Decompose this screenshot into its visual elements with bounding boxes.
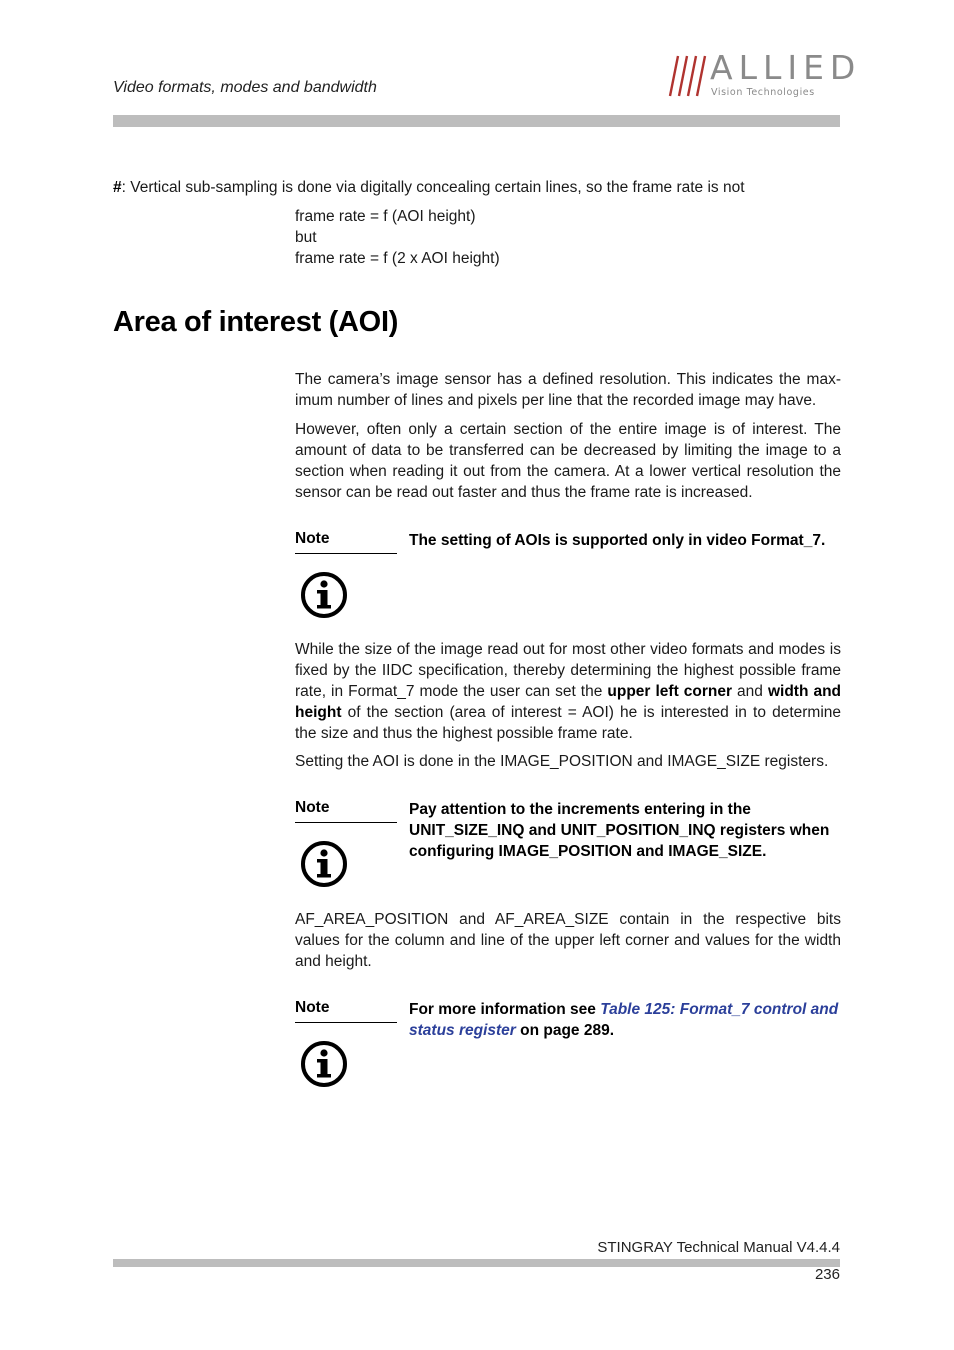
p3-bold-width-height: width and height — [295, 683, 842, 721]
info-icon — [300, 571, 348, 619]
note-label-3: Note — [295, 999, 330, 1016]
note-text-2: Pay attention to the increments entering in the UNIT_SIZE_INQ and UNIT_POSITION_INQ registers when configuring IMAGE_POSITION and IMAGE_SIZE. — [409, 801, 830, 860]
paragraph-section-readout: However, often only a certain section of the entire image is of interest. The amount of data to be transferred can be decreased by limiting the image to a section when reading it out from the camera. At a lower vertical resolution the sensor can be read out faster and thus the frame rate is increased. — [295, 421, 841, 501]
running-header: Video formats, modes and bandwidth — [113, 79, 377, 96]
info-icon — [300, 1040, 348, 1088]
header-bar — [113, 115, 840, 127]
p3-text-a: While the size of the image read out for most other video formats and modes is fixed by the IIDC specification, thereby determining the highest possible frame rate, in Format_7 mode the user can set the — [295, 641, 841, 700]
info-icon — [300, 840, 348, 888]
note-text-1: The setting of AOIs is supported only in video Format_7. — [409, 532, 826, 549]
note-label-1: Note — [295, 530, 330, 547]
note-rule-1 — [295, 553, 397, 554]
footer-manual-title: STINGRAY Technical Manual V4.4.4 — [597, 1239, 840, 1256]
logo-subtext: Vision Technologies — [711, 87, 815, 98]
page-number: 236 — [814, 1266, 840, 1283]
note-label-2: Note — [295, 799, 330, 816]
note-rule-3 — [295, 1022, 397, 1023]
formula-line-3: frame rate = f (2 x AOI height) — [295, 250, 500, 267]
note-text-3 — [409, 999, 841, 1041]
paragraph-af-area: AF_AREA_POSITION and AF_AREA_SIZE contain in the respective bits values for the column and line of the upper left corner and values for the width and height. — [295, 911, 841, 970]
allied-logo — [668, 48, 862, 100]
paragraph-sensor-resolution: The camera’s image sensor has a defined resolution. This indicates the max-imum number of lines and pixels per line that the recorded image may have. — [295, 371, 841, 409]
intro-text: : Vertical sub-sampling is done via digitally concealing certain lines, so the frame rate is not — [121, 179, 745, 196]
hash-mark: # — [113, 179, 122, 196]
intro-sentence — [113, 177, 843, 198]
formula-line-1: frame rate = f (AOI height) — [295, 208, 476, 225]
formula-line-2: but — [295, 229, 317, 246]
section-title: Area of interest (AOI) — [113, 306, 399, 338]
logo-wordmark: ALLIED — [710, 48, 862, 87]
note3-text-after: on page 289. — [515, 1022, 615, 1039]
paragraph-format7-aoi — [295, 639, 841, 744]
note-rule-2 — [295, 822, 397, 823]
table-125-link[interactable]: Table 125: Format_7 control and status register — [409, 1001, 839, 1039]
footer-bar — [113, 1259, 840, 1267]
paragraph-aoi-registers: Setting the AOI is done in the IMAGE_POSITION and IMAGE_SIZE registers. — [295, 753, 829, 770]
p3-text-e: of the section (area of interest = AOI) he is interested in to determine the size and thus the highest possible frame rate. — [295, 704, 841, 742]
p3-text-c: and — [732, 683, 768, 700]
note3-text-before: For more information see — [409, 1001, 601, 1018]
p3-bold-upper-left: upper left corner — [607, 683, 733, 700]
